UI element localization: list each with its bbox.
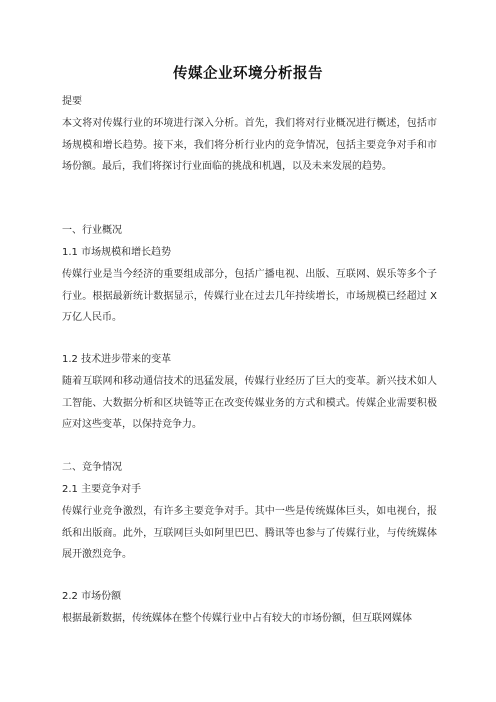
subsection-2-2-paragraph: 根据最新数据，传统媒体在整个传媒行业中占有较大的市场份额，但互联网媒体 — [62, 613, 412, 624]
subsection-2-1-paragraph: 传媒行业竞争激烈，有许多主要竞争对手。其中一些是传统媒体巨头，如电视台，报纸和出版商。此外，互联网巨头如阿里巴巴、腾讯等也参与了传媒行业，与传统媒体展开激烈竞争。 — [62, 506, 437, 560]
subsection-1-2-paragraph: 随着互联网和移动通信技术的迅猛发展，传媒行业经历了巨大的变革。新兴技术如人工智能、大数据分析和区块链等正在改变传媒业务的方式和模式。传媒企业需要积极应对这些变革，以保持竞争力。 — [62, 376, 437, 430]
report-title: 传媒企业环境分析报告 — [173, 66, 323, 82]
subsection-1-1-paragraph: 传媒行业是当今经济的重要组成部分，包括广播电视、出版、互联网、娱乐等多个子行业。根据最新统计数据显示，传媒行业在过去几年持续增长，市场规模已经超过 X 万亿人民币。 — [62, 269, 437, 323]
subsection-1-2-heading: 1.2 技术进步带来的变革 — [62, 354, 172, 365]
subsection-2-1-heading: 2.1 主要竞争对手 — [62, 484, 142, 495]
subsection-1-1-heading: 1.1 市场规模和增长趋势 — [62, 247, 172, 258]
section-1-heading: 一、行业概况 — [62, 225, 122, 236]
section-2-heading: 二、竞争情况 — [62, 462, 122, 473]
subsection-2-2-heading: 2.2 市场份额 — [62, 591, 122, 602]
abstract-heading: 提要 — [62, 96, 82, 107]
abstract-paragraph: 本文将对传媒行业的环境进行深入分析。首先，我们将对行业概况进行概述，包括市场规模和增长趋势。接下来，我们将分析行业内的竞争情况，包括主要竞争对手和市场份额。最后，我们将探讨行业面临的挑战和机遇，以及未来发展的趋势。 — [62, 118, 437, 172]
